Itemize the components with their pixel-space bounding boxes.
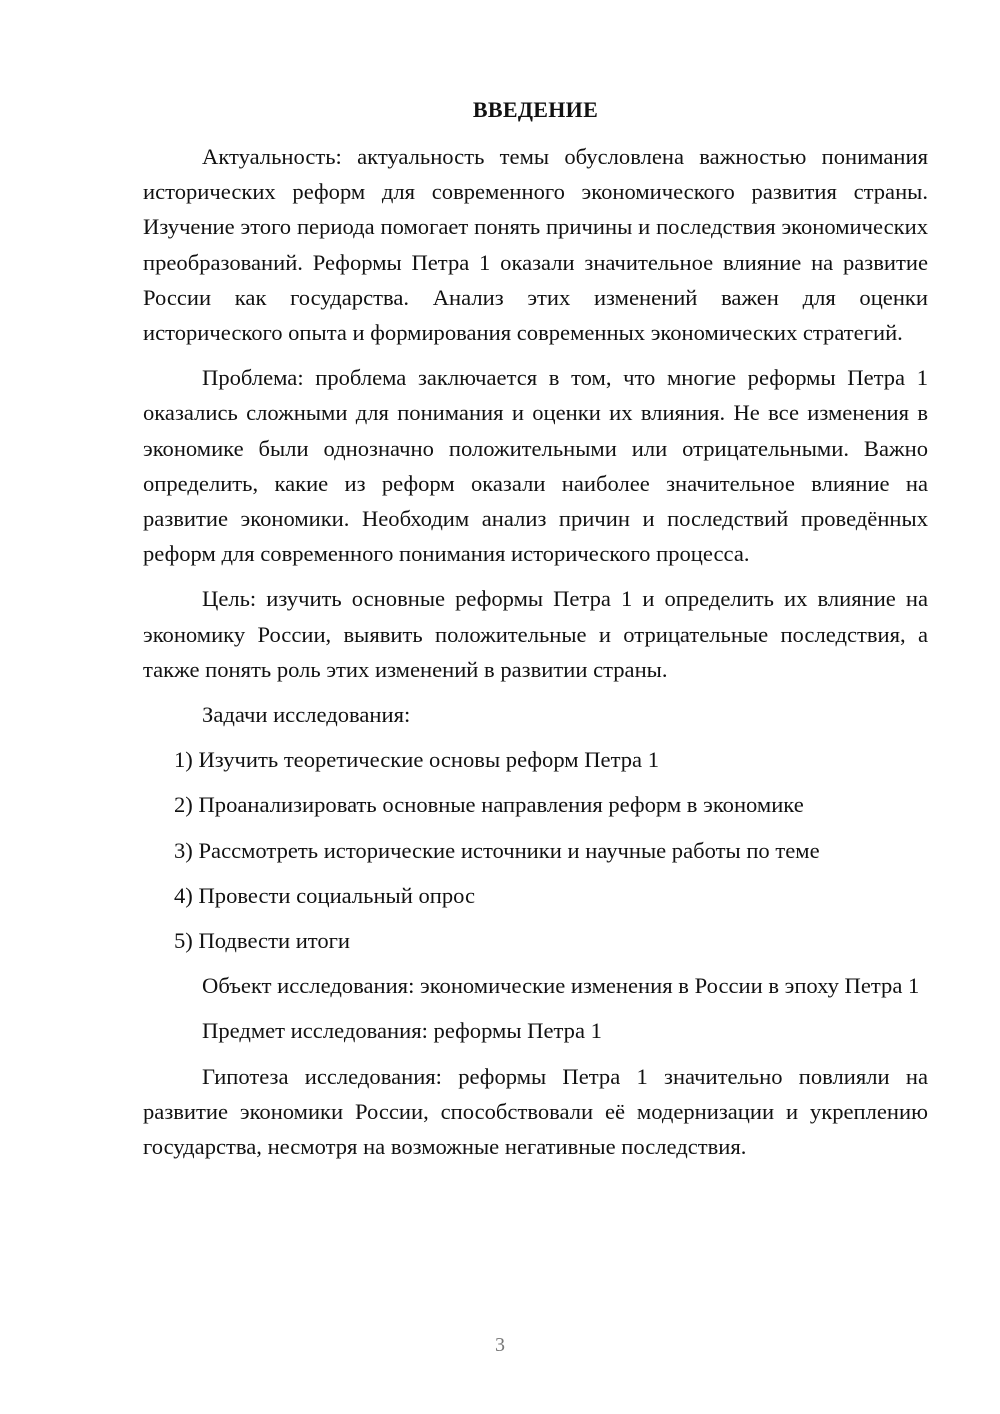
- list-item: 5) Подвести итоги: [174, 928, 351, 954]
- paragraph-relevance: Актуальность: актуальность темы обусловлена важностью понимания исторических реформ для современного экономического развития страны. Изучение этого периода помогает понять причины и последствия экономических преобразований. Реформы Петра 1 оказали значительное влияние на развитие России как государства. Анализ этих изменений важен для оценки исторического опыта и формирования современных экономических стратегий.: [143, 144, 928, 346]
- document-page: [143, 95, 928, 1174]
- tasks-list: [143, 742, 928, 958]
- paragraph-object: Объект исследования: экономические изменения в России в эпоху Петра 1: [202, 973, 920, 999]
- list-item: 1) Изучить теоретические основы реформ Петра 1: [174, 747, 660, 773]
- paragraph-subject: Предмет исследования: реформы Петра 1: [202, 1018, 602, 1044]
- list-item: 2) Проанализировать основные направления реформ в экономике: [174, 792, 804, 818]
- document-heading: ВВЕДЕНИЕ: [472, 97, 599, 122]
- paragraph-problem: Проблема: проблема заключается в том, что многие реформы Петра 1 оказались сложными для понимания и оценки их влияния. Не все изменения в экономике были однозначно положительными или отрицательными. Важно определить, какие из реформ оказали наиболее значительное влияние на развитие экономики. Необходим анализ причин и последствий проведённых реформ для современного понимания исторического процесса.: [143, 365, 928, 567]
- page-number: 3: [495, 1334, 505, 1356]
- list-item: 4) Провести социальный опрос: [174, 882, 476, 908]
- list-item: 3) Рассмотреть исторические источники и научные работы по теме: [174, 837, 820, 863]
- paragraph-tasks-intro: Задачи исследования:: [202, 702, 411, 728]
- paragraph-goal: Цель: изучить основные реформы Петра 1 и определить их влияние на экономику России, выявить положительные и отрицательные последствия, а также понять роль этих изменений в развитии страны.: [143, 586, 928, 682]
- paragraph-hypothesis: Гипотеза исследования: реформы Петра 1 значительно повлияли на развитие экономики России, способствовали её модернизации и укреплению государства, несмотря на возможные негативные последствия.: [143, 1063, 928, 1160]
